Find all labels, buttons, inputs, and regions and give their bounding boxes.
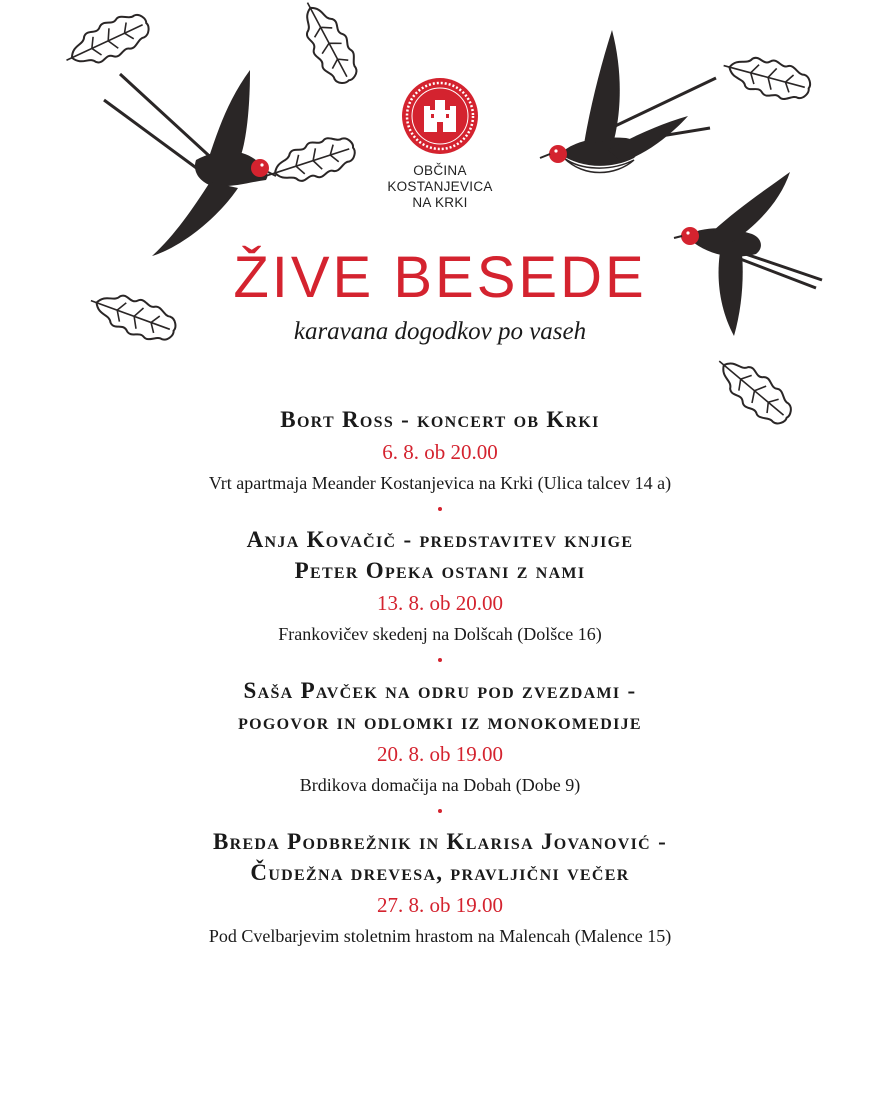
logo-line: NA KRKI (412, 195, 468, 210)
municipality-seal-icon (400, 76, 480, 156)
event-item (0, 675, 880, 799)
event-item (0, 404, 880, 497)
event-title: Saša Pavček na odru pod zvezdami - (243, 678, 637, 703)
event-title: Peter Opeka ostani z nami (294, 558, 586, 583)
event-date: 6. 8. ob 20.00 (382, 440, 498, 464)
separator-dot (438, 658, 442, 662)
event-title: Breda Podbrežnik in Klarisa Jovanović - (212, 829, 668, 854)
event-title: Čudežna drevesa, pravljični večer (250, 860, 630, 885)
logo-text (380, 163, 500, 211)
event-title: Anja Kovačič - predstavitev knjige (246, 527, 634, 552)
event-title: pogovor in odlomki iz monokomedije (238, 709, 642, 734)
event-location: Vrt apartmaja Meander Kostanjevica na Krki (Ulica talcev 14 a) (208, 473, 672, 493)
swallow-icon (530, 28, 720, 188)
oak-leaf-icon (290, 0, 370, 90)
event-date: 13. 8. ob 20.00 (377, 591, 503, 615)
event-location: Brdikova domačija na Dobah (Dobe 9) (299, 775, 581, 795)
event-location: Pod Cvelbarjevim stoletnim hrastom na Malencah (Malence 15) (208, 926, 672, 946)
oak-leaf-icon (260, 130, 370, 190)
event-location: Frankovičev skedenj na Dolšcah (Dolšce 16) (278, 624, 602, 644)
oak-leaf-icon (722, 48, 818, 108)
logo-line: KOSTANJEVICA (387, 179, 493, 194)
event-item (0, 826, 880, 950)
event-item (0, 524, 880, 648)
event-date: 20. 8. ob 19.00 (377, 742, 503, 766)
event-list (0, 404, 880, 950)
separator-dot (438, 809, 442, 813)
logo-line: OBČINA (413, 163, 467, 178)
page-title: ŽIVE BESEDE (233, 245, 647, 310)
event-title: Bort Ross - koncert ob Krki (280, 407, 600, 432)
page-subtitle: karavana dogodkov po vaseh (293, 318, 587, 345)
separator-dot (438, 507, 442, 511)
municipality-logo (380, 76, 500, 211)
event-date: 27. 8. ob 19.00 (377, 893, 503, 917)
